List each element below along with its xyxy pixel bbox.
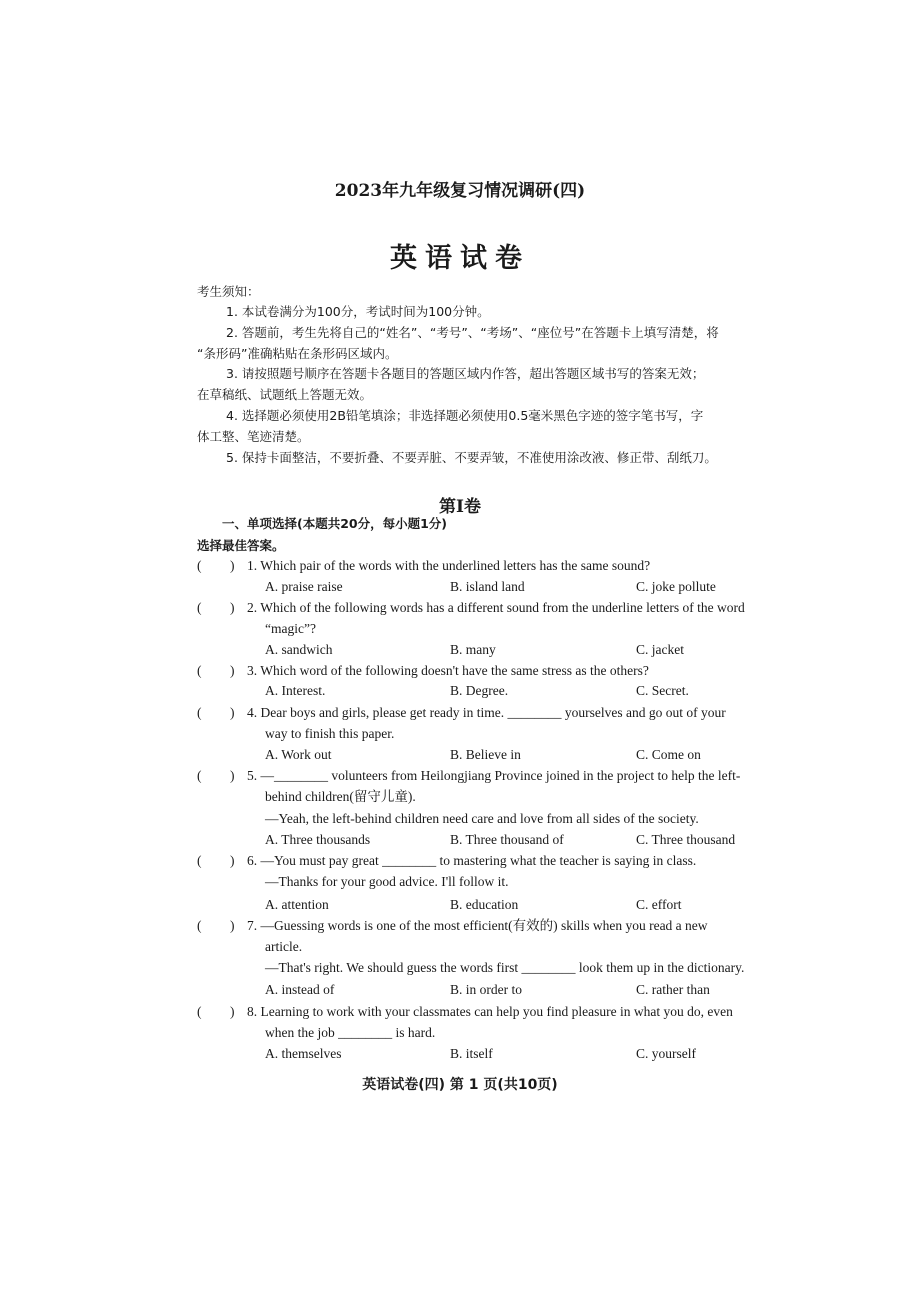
page-footer: 英语试卷(四) 第 1 页(共10页) bbox=[362, 1077, 558, 1093]
answer-blank-open[interactable]: ( bbox=[197, 918, 202, 933]
answer-option[interactable]: C. joke pollute bbox=[636, 579, 716, 594]
answer-option[interactable]: C. Come on bbox=[636, 747, 701, 762]
question-text: —Thanks for your good advice. I'll follow it. bbox=[265, 874, 509, 889]
notice-line: 4. 选择题必须使用2B铅笔填涂；非选择题必须使用0.5毫米黑色字迹的签字笔书写，字 bbox=[226, 408, 704, 423]
notice-line: 1. 本试卷满分为100分，考试时间为100分钟。 bbox=[226, 304, 490, 319]
part-heading: 一、单项选择(本题共20分，每小题1分) bbox=[222, 516, 448, 531]
answer-option[interactable]: B. many bbox=[450, 642, 496, 657]
answer-blank-close: ) bbox=[230, 768, 235, 783]
answer-option[interactable]: A. praise raise bbox=[265, 579, 343, 594]
answer-blank-close: ) bbox=[230, 853, 235, 868]
answer-blank-open[interactable]: ( bbox=[197, 1004, 202, 1019]
answer-blank-open[interactable]: ( bbox=[197, 558, 202, 573]
notice-line: 3. 请按照题号顺序在答题卡各题目的答题区域内作答，超出答题区域书写的答案无效； bbox=[226, 366, 705, 381]
question-text: behind children(留守儿童). bbox=[265, 789, 416, 804]
exam-title: 2023年九年级复习情况调研(四) bbox=[334, 181, 586, 201]
question-text: 6. —You must pay great ________ to mastering what the teacher is saying in class. bbox=[247, 853, 697, 868]
answer-option[interactable]: C. jacket bbox=[636, 642, 684, 657]
answer-blank-open[interactable]: ( bbox=[197, 853, 202, 868]
exam-subtitle: 英语试卷 bbox=[390, 243, 530, 274]
question-text: article. bbox=[265, 939, 303, 954]
answer-option[interactable]: C. Secret. bbox=[636, 683, 689, 698]
answer-option[interactable]: A. themselves bbox=[265, 1046, 342, 1061]
answer-blank-open[interactable]: ( bbox=[197, 663, 202, 678]
notice-line: 5. 保持卡面整洁，不要折叠、不要弄脏、不要弄皱，不准使用涂改液、修正带、刮纸刀。 bbox=[226, 450, 717, 465]
answer-option[interactable]: B. Believe in bbox=[450, 747, 521, 762]
answer-blank-close: ) bbox=[230, 663, 235, 678]
answer-blank-close: ) bbox=[230, 918, 235, 933]
answer-option[interactable]: A. instead of bbox=[265, 982, 335, 997]
answer-blank-close: ) bbox=[230, 1004, 235, 1019]
answer-option[interactable]: A. Work out bbox=[265, 747, 332, 762]
question-text: “magic”? bbox=[265, 621, 316, 636]
notice-heading: 考生须知： bbox=[197, 284, 260, 299]
answer-option[interactable]: A. Three thousands bbox=[265, 832, 371, 847]
question-text: 2. Which of the following words has a different sound from the underline letters of the word bbox=[247, 600, 745, 615]
question-text: 5. —________ volunteers from Heilongjiang Province joined in the project to help the left- bbox=[247, 768, 741, 783]
question-text: way to finish this paper. bbox=[265, 726, 395, 741]
answer-option[interactable]: C. yourself bbox=[636, 1046, 696, 1061]
question-text: when the job ________ is hard. bbox=[265, 1025, 436, 1040]
answer-option[interactable]: C. Three thousand bbox=[636, 832, 736, 847]
question-text: 4. Dear boys and girls, please get ready in time. ________ yourselves and go out of your bbox=[247, 705, 726, 720]
answer-option[interactable]: B. education bbox=[450, 897, 519, 912]
answer-blank-open[interactable]: ( bbox=[197, 705, 202, 720]
question-text: —That's right. We should guess the words first ________ look them up in the dictionary. bbox=[265, 960, 745, 975]
question-text: 1. Which pair of the words with the underlined letters has the same sound? bbox=[247, 558, 651, 573]
question-text: 8. Learning to work with your classmates can help you find pleasure in what you do, even bbox=[247, 1004, 733, 1019]
answer-option[interactable]: B. island land bbox=[450, 579, 525, 594]
answer-option[interactable]: B. itself bbox=[450, 1046, 493, 1061]
answer-blank-close: ) bbox=[230, 705, 235, 720]
answer-option[interactable]: C. effort bbox=[636, 897, 682, 912]
answer-option[interactable]: B. in order to bbox=[450, 982, 522, 997]
answer-blank-close: ) bbox=[230, 558, 235, 573]
question-text: —Yeah, the left-behind children need care and love from all sides of the society. bbox=[265, 811, 699, 826]
answer-option[interactable]: A. sandwich bbox=[265, 642, 333, 657]
notice-line: 在草稿纸、试题纸上答题无效。 bbox=[197, 387, 373, 402]
part-instruction: 选择最佳答案。 bbox=[197, 538, 285, 553]
answer-blank-open[interactable]: ( bbox=[197, 600, 202, 615]
notice-line: 2. 答题前，考生先将自己的“姓名”、“考号”、“考场”、“座位号”在答题卡上填写清楚，将 bbox=[226, 325, 719, 340]
notice-line: “条形码”准确粘贴在条形码区域内。 bbox=[197, 346, 398, 361]
question-text: 3. Which word of the following doesn't have the same stress as the others? bbox=[247, 663, 649, 678]
question-text: 7. —Guessing words is one of the most efficient(有效的) skills when you read a new bbox=[247, 918, 708, 933]
answer-blank-open[interactable]: ( bbox=[197, 768, 202, 783]
answer-option[interactable]: A. attention bbox=[265, 897, 329, 912]
answer-option[interactable]: A. Interest. bbox=[265, 683, 326, 698]
answer-blank-close: ) bbox=[230, 600, 235, 615]
answer-option[interactable]: B. Three thousand of bbox=[450, 832, 564, 847]
notice-line: 体工整、笔迹清楚。 bbox=[197, 429, 310, 444]
answer-option[interactable]: C. rather than bbox=[636, 982, 710, 997]
answer-option[interactable]: B. Degree. bbox=[450, 683, 509, 698]
section-title: 第Ⅰ卷 bbox=[439, 497, 481, 517]
